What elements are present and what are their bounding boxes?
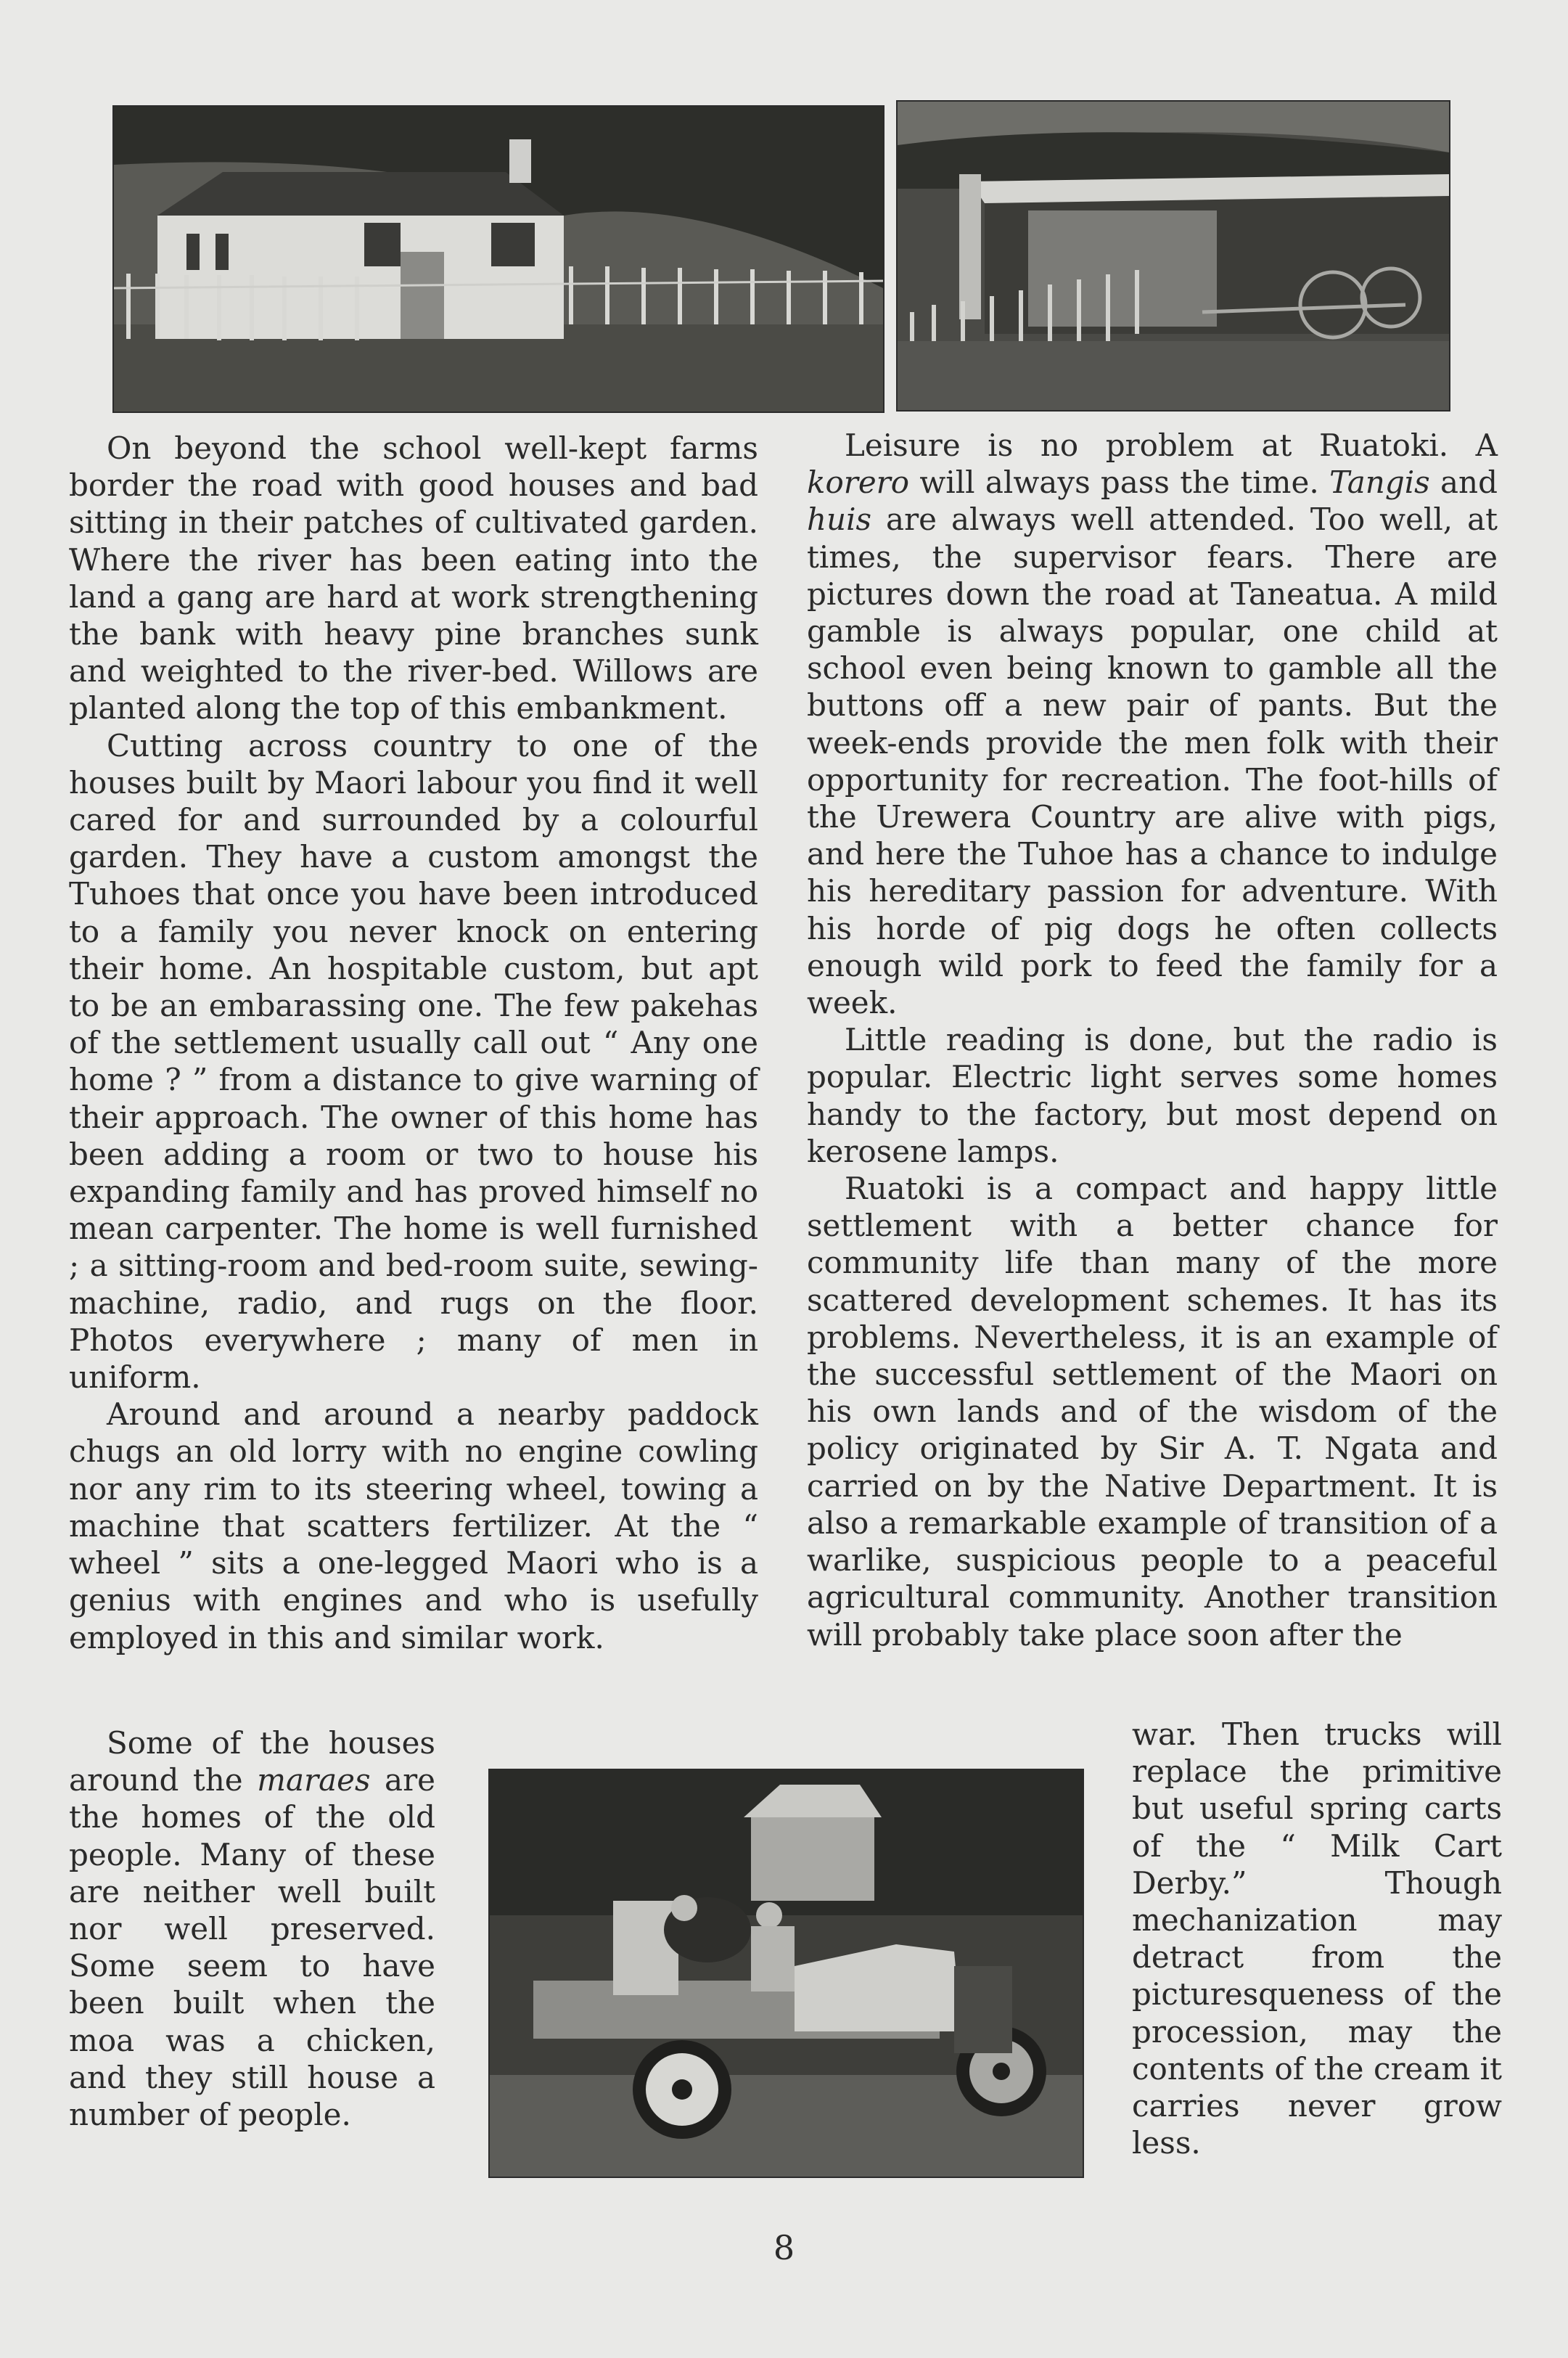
tangis-term: Tangis [1329, 464, 1430, 501]
left-paragraph-4-start: Some of the houses around the [69, 1725, 435, 1798]
left-paragraph-4-end: are the homes of the old people. Many of these are neither well built nor well preserved. Some seem to have been built when the moa was a chicken, and they still house a number of people. [69, 1762, 436, 2133]
right-paragraph-3-tail: war. Then trucks will replace the primitive but useful spring carts of the “ Milk Cart Derby.” Though mechanization may detract from the picturesqueness of the procession, may the contents of the cream it carries never grow less. [1132, 1716, 1502, 2161]
old-lorry-photo [488, 1769, 1084, 2178]
huis-term: huis [807, 502, 872, 538]
right-p1-c: and [1440, 464, 1498, 501]
left-wrap-column [69, 1724, 435, 2133]
right-column [807, 427, 1498, 1653]
house-photo [112, 105, 884, 413]
left-paragraph-2: Cutting across country to one of the houses built by Maori labour you find it well cared for and surrounded by a colourful garden. They have a custom amongst the Tuhoes that once you have been introduced to a family you never knock on entering their home. An hospitable custom, but apt to be an embarassing one. The few pakehas of the settlement usually call out “ Any one home ? ” from a distance to give warning of their approach. The owner of this home has been adding a room or two to house his expanding family and has proved himself no mean carpenter. The home is well furnished ; a sitting-room and bed-room suite, sewing-machine, radio, and rugs on the floor. Photos everywhere ; many of men in uniform. [69, 727, 758, 1396]
right-paragraph-3: Ruatoki is a compact and happy little settlement with a better chance for community life than many of the more scattered development schemes. It has its problems. Nevertheless, it is an example of the successful settlement of the Maori on his own lands and of the wisdom of the policy originated by Sir A. T. Ngata and carried on by the Native Department. It is also a remarkable example of transition of a warlike, suspicious people to a peaceful agricultural community. Another transition will probably take place soon after the [807, 1171, 1498, 1653]
korero-term: korero [807, 464, 910, 501]
maraes-term: maraes [257, 1762, 371, 1798]
right-p1-a: Leisure is no problem at Ruatoki. A [845, 427, 1498, 463]
left-column [69, 430, 758, 1656]
left-paragraph-3: Around and around a nearby paddock chugs an old lorry with no engine cowling nor any rim to its steering wheel, towing a machine that scatters fertilizer. At the “ wheel ” sits a one-legged Maori who is a genius with engines and who is usefully employed in this and similar work. [69, 1396, 758, 1655]
farm-shed-photo-image [898, 102, 1449, 410]
right-p1-b: will always pass the time. [919, 464, 1319, 501]
right-wrap-column [1132, 1716, 1502, 2161]
right-paragraph-2: Little reading is done, but the radio is popular. Electric light serves some homes handy to the factory, but most depend on kerosene lamps. [807, 1022, 1498, 1169]
page-number: 8 [773, 2228, 795, 2267]
old-lorry-photo-image [490, 1770, 1083, 2177]
house-photo-image [114, 107, 883, 412]
left-paragraph-4 [69, 1724, 435, 2133]
right-p1-d: are always well attended. Too well, at times, the supervisor fears. There are pictures down the road at Taneatua. A mild gamble is always popular, one child at school even being known to gamble all the buttons off a new pair of pants. But the week-ends provide the men folk with their opportunity for recreation. The foot-hills of the Urewera Country are alive with pigs, and here the Tuhoe has a chance to indulge his hereditary passion for adventure. With his horde of pig dogs he often collects enough wild pork to feed the family for a week. [807, 502, 1498, 1021]
left-paragraph-1: On beyond the school well-kept farms border the road with good houses and bad sitting in their patches of cultivated garden. Where the river has been eating into the land a gang are hard at work strengthening the bank with heavy pine branches sunk and weighted to the river-bed. Willows are planted along the top of this embankment. [69, 430, 758, 726]
right-paragraph-1 [807, 427, 1498, 1021]
farm-shed-photo [896, 100, 1450, 412]
